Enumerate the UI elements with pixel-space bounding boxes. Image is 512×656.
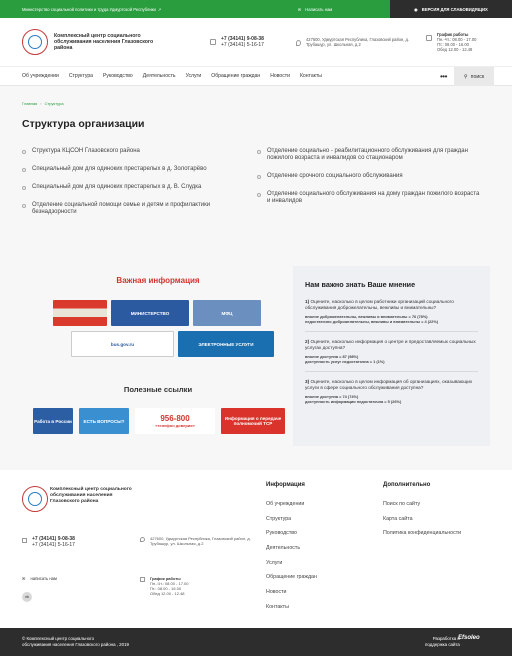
footer-address-text: 427600, Удмуртская Республика, Глазовский район, д. Трубашур, ул. Школьная, д.2 (150, 536, 251, 546)
location-icon (296, 40, 301, 46)
copyright-line-2: обслуживания населения Глазовского района , 2019 (22, 641, 129, 647)
helpline-banner[interactable] (135, 408, 215, 434)
structure-column-left (22, 148, 257, 227)
helpline-caption: «телефон доверия» (155, 423, 195, 428)
external-link-icon: ↗ (157, 6, 162, 12)
footer-link-appeals[interactable]: Обращение граждан (266, 574, 317, 581)
important-info-title: Важная информация (116, 276, 200, 285)
poll-question-text: Оцените, насколько в целом информация об организациях, оказывающих услуги в сфере социального обслуживания доступна? (305, 379, 473, 390)
schedule-line-3: Обед 12.00 - 12.48 (437, 47, 473, 52)
bottom-bar (0, 628, 512, 656)
poll-answer: недостаточно доброжелательны, вежливы и внимательны = 4 (22%) (305, 318, 439, 324)
schedule-title: График работы (437, 32, 469, 37)
list-item[interactable] (257, 191, 492, 205)
opinion-poll (293, 266, 490, 446)
tsr-info-banner[interactable] (221, 408, 285, 434)
structure-list (22, 148, 492, 227)
list-item[interactable] (22, 202, 257, 216)
banner-text: Работа в России (34, 418, 72, 424)
ministry-link[interactable] (0, 7, 240, 12)
developer-line-2: поддержка сайта (425, 641, 460, 647)
breadcrumb-home[interactable]: Главная (22, 101, 38, 106)
ministry-banner[interactable] (111, 300, 189, 326)
logo[interactable] (22, 29, 48, 55)
bullet-icon (22, 186, 26, 190)
calendar-icon (140, 577, 145, 582)
questions-banner[interactable] (79, 408, 129, 434)
banner-text: Информация о передаче полномочий ТСР (224, 416, 282, 426)
nav-item-contacts[interactable]: Контакты (299, 73, 322, 79)
footer-write-us-link[interactable] (22, 576, 57, 581)
list-item-label: Отделение социального обслуживания на дому граждан пожилого возраста и инвалидов (267, 191, 480, 204)
search-button[interactable] (454, 67, 494, 86)
search-label: поиск (470, 73, 485, 80)
nav-item-services[interactable]: Услуги (185, 73, 202, 79)
useful-banners (33, 408, 285, 434)
footer-schedule-line-2: Пт.: 08.00 - 16.00 (150, 586, 182, 591)
footer-info-title: Информация (266, 482, 305, 488)
footer-logo[interactable] (22, 486, 48, 512)
low-vision-button[interactable] (390, 0, 512, 18)
footer-info-column (266, 482, 317, 619)
list-item-label: Специальный дом для одиноких престарелых в д. В. Слудка (32, 184, 202, 190)
bullet-icon (22, 204, 26, 208)
header-phone-2[interactable]: +7 (34141) 5-16-17 (221, 42, 264, 48)
poll-question-text: Оцените, насколько информация о центре и предоставляемых социальных услугах доступна? (305, 339, 476, 350)
calendar-icon (426, 35, 432, 41)
list-item-label: Отделение социальной помощи семье и детям и профилактики безнадзорности (32, 202, 211, 215)
org-name: Комплексный центр социального обслуживания населения Глазовского района (54, 32, 154, 52)
footer-link-services[interactable]: Услуги (266, 559, 283, 566)
nav-item-about[interactable]: Об учреждении (22, 73, 59, 79)
phone-icon (22, 538, 27, 543)
poll-question[interactable] (305, 299, 478, 332)
poll-question[interactable] (305, 339, 478, 372)
footer-link-sitemap[interactable]: Карта сайта (383, 515, 413, 522)
footer-org-name: Комплексный центр социального обслуживания населения Глазовского района (50, 487, 132, 504)
write-us-label: Написать нам (305, 6, 333, 12)
nav-item-activity[interactable]: Деятельность (142, 73, 176, 79)
ministry-label: Министерство социальной политики и труда Удмуртской Республики (22, 6, 156, 12)
poll-answer: вполне доброжелательны, вежливы и внимательны = 76 (78%) (305, 313, 428, 319)
poll-question-number: 1) (305, 299, 310, 304)
footer-link-structure[interactable]: Структура (266, 515, 292, 522)
list-item-label: Структура КЦСОН Глазовского района (32, 148, 140, 154)
list-item[interactable] (257, 173, 492, 180)
developer-logo[interactable]: Efsoleo (458, 635, 480, 641)
banner-text: bus.gov.ru (110, 341, 135, 347)
search-icon: ⚲ (463, 73, 468, 80)
footer-extra-column (383, 482, 461, 545)
footer-schedule-line-3: Обед 12.00 - 12.48 (150, 591, 185, 596)
list-item-label: Отделение социально - реабилитационного обслуживания для граждан пожилого возраста и инвалидов со стационаром (267, 148, 468, 161)
developer-line-1: Разработка и (432, 636, 460, 641)
footer-link-privacy[interactable]: Политика конфиденциальности (383, 530, 462, 537)
location-icon (140, 537, 145, 542)
main-nav (0, 66, 512, 86)
bullet-icon (22, 168, 26, 172)
mail-icon: ✉ (22, 576, 26, 581)
top-bar (0, 0, 512, 18)
footer-link-activity[interactable]: Деятельность (266, 545, 301, 552)
bullet-icon (257, 175, 261, 179)
breadcrumb (22, 101, 64, 106)
header-phone-1[interactable]: +7 (34141) 9-08-38 (221, 36, 264, 42)
list-item[interactable] (257, 148, 492, 162)
copyright (22, 636, 129, 647)
footer-address (140, 536, 255, 546)
footer-write-us-label: написать нам (30, 576, 57, 581)
footer-extra-title: Дополнительно (383, 482, 431, 488)
footer-link-management[interactable]: Руководство (266, 530, 297, 537)
bullet-icon (257, 193, 261, 197)
breadcrumb-current: Структура (44, 101, 64, 106)
footer-link-contacts[interactable]: Контакты (266, 603, 289, 610)
header-schedule (426, 32, 476, 52)
footer-link-about[interactable]: Об учреждении (266, 501, 305, 507)
footer-schedule-title: График работы (150, 576, 181, 581)
bus-gov-banner[interactable] (71, 331, 174, 357)
more-menu-button[interactable]: ••• (440, 71, 447, 81)
header (0, 18, 512, 66)
header-phones (210, 36, 296, 48)
footer-phone-2[interactable]: +7 (34141) 5-16-17 (32, 542, 75, 549)
footer (0, 470, 512, 628)
nav-item-news[interactable]: Новости (270, 73, 290, 79)
copyright-line-1: © Комплексный центр социального (22, 636, 95, 641)
banner-text: ЭЛЕКТРОННЫЕ УСЛУГИ (198, 341, 254, 347)
footer-schedule (140, 576, 189, 596)
breadcrumb-separator: › (40, 101, 42, 106)
phone-icon (210, 39, 216, 45)
important-banners-row-2 (71, 331, 274, 357)
list-item[interactable] (22, 166, 257, 173)
poll-question-text: Оцените, насколько в целом работники организаций социального обслуживания доброжелательны, вежливы и внимательны? (305, 299, 454, 310)
poll-title: Нам важно знать Ваше мнение (305, 280, 416, 289)
schedule-line-1: Пн.-Чт.: 08.00 - 17.00 (437, 37, 477, 42)
footer-link-news[interactable]: Новости (266, 589, 287, 596)
structure-column-right (257, 148, 492, 227)
nav-item-structure[interactable]: Структура (68, 73, 93, 79)
useful-links-title: Полезные ссылки (123, 385, 193, 394)
list-item-label: Специальный дом для одиноких престарелых в д. Золотарёво (32, 166, 207, 172)
page-title: Структура организации (22, 118, 145, 130)
nav-item-appeals[interactable]: Обращение граждан (211, 73, 261, 79)
poll-answer: вполне доступна = 74 (74%) (305, 393, 359, 399)
work-in-russia-banner[interactable] (33, 408, 73, 434)
list-item[interactable] (22, 148, 257, 155)
banner-text: ЕСТЬ ВОПРОСЫ? (83, 418, 125, 424)
write-us-link[interactable] (240, 7, 390, 12)
e-services-banner[interactable] (178, 331, 274, 357)
logo-globe-icon (28, 492, 42, 506)
udmurt-flag-banner[interactable] (53, 300, 107, 326)
banner-text: МИНИСТЕРСТВО (130, 310, 170, 316)
list-item-label: Отделение срочного социального обслуживания (267, 173, 403, 179)
list-item[interactable] (22, 184, 257, 191)
vk-icon[interactable]: vk (22, 592, 32, 602)
schedule-line-2: Пт.: 08.00 - 16.00 (437, 42, 469, 47)
poll-answer: доступность информации недостаточна = 5 (26%) (305, 398, 402, 404)
logo-globe-icon (28, 35, 42, 49)
header-address (296, 37, 426, 47)
poll-answer: вполне доступна = 87 (98%) (305, 353, 359, 359)
mfc-banner[interactable] (193, 300, 261, 326)
poll-question-number: 3) (305, 379, 310, 384)
banner-text: МФЦ (221, 310, 233, 316)
mail-icon: ✉ (297, 6, 302, 12)
footer-phones (22, 536, 75, 548)
nav-item-management[interactable]: Руководство (103, 73, 133, 79)
poll-question-number: 2) (305, 339, 310, 344)
footer-schedule-line-1: Пн.-Чт.: 08.00 - 17.00 (150, 581, 189, 586)
footer-phone-1[interactable]: +7 (34141) 9-08-38 (32, 536, 75, 542)
bullet-icon (257, 150, 261, 154)
low-vision-label: ВЕРСИЯ ДЛЯ СЛАБОВИДЯЩИХ (421, 6, 488, 12)
poll-question[interactable] (305, 379, 478, 411)
header-address-text: 427600, Удмуртская Республика, Глазовский район, д. Трубашур, ул. Школьная, д.2 (306, 37, 410, 47)
important-banners-row-1 (53, 300, 261, 326)
footer-link-site-search[interactable]: Поиск по сайту (383, 501, 421, 507)
poll-answer: доступность услуг недостаточна = 1 (1%) (305, 358, 385, 364)
eye-icon: ◉ (414, 6, 418, 12)
developer-credit (425, 636, 460, 647)
bullet-icon (22, 150, 26, 154)
banner-text: 956-800 (160, 414, 190, 423)
